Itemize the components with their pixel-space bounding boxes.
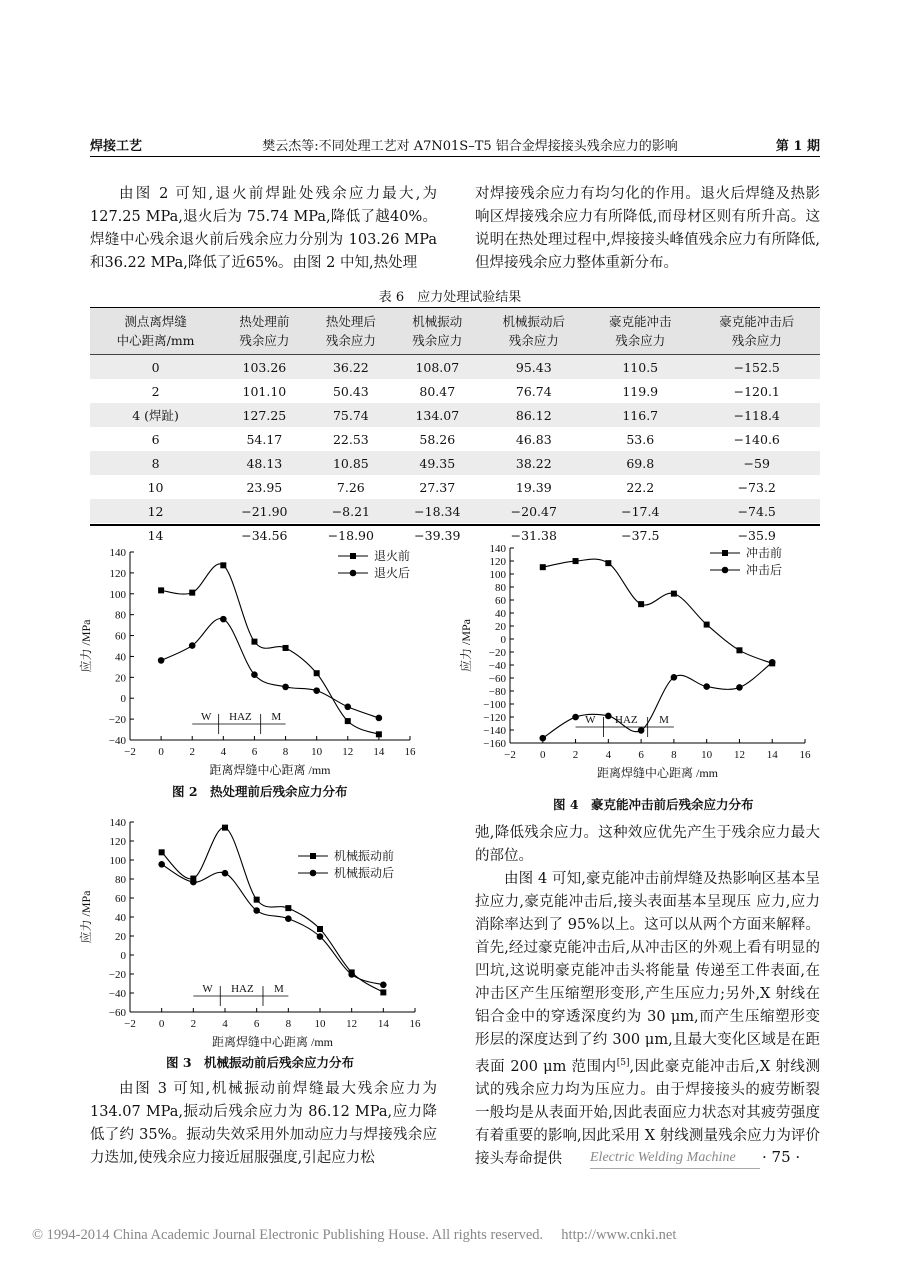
table-cell: −35.9	[737, 527, 776, 543]
data-point-circle	[605, 713, 612, 720]
figure-4-caption: 图 4 豪克能冲击前后残余应力分布	[553, 797, 754, 812]
table-cell: 10	[147, 479, 164, 495]
table-cell: 50.43	[332, 383, 369, 399]
table-row	[90, 427, 820, 451]
y-tick-label: −100	[483, 699, 506, 711]
y-tick-label: 80	[115, 609, 126, 622]
table-cell: −34.56	[241, 527, 288, 543]
y-tick-label: −20	[488, 647, 506, 659]
zone-label-m: M	[659, 714, 669, 726]
y-tick-label: 60	[495, 595, 506, 607]
x-tick-label: 2	[190, 1018, 197, 1030]
table-header-line: 机械振动	[412, 314, 463, 329]
x-tick-label: −2	[504, 749, 516, 761]
table-cell: 76.74	[515, 383, 552, 399]
y-tick-label: 120	[109, 836, 126, 848]
y-tick-label: 0	[120, 950, 126, 962]
legend-label: 退火前	[374, 549, 411, 563]
figure-2-chart	[80, 538, 430, 778]
data-point-circle	[285, 915, 292, 922]
table-cell: 53.6	[626, 431, 655, 447]
x-tick-label: 8	[285, 1018, 292, 1030]
zone-label-w: W	[202, 983, 213, 995]
x-tick-label: 8	[671, 749, 677, 761]
table-header-line: 中心距离/mm	[116, 333, 195, 348]
y-tick-label: −60	[108, 1007, 126, 1019]
y-tick-label: 40	[115, 912, 126, 924]
zone-label-m: M	[273, 983, 284, 995]
y-axis-label: 应力 /MPa	[459, 618, 473, 673]
y-tick-label: −120	[483, 712, 506, 724]
paragraph-fig4-text-a: 由图 4 可知,豪克能冲击前焊缝及热影响区基本呈拉应力,豪克能冲击后,接头表面基本呈现压 应力,应力消除率达到了 95%以上。这可以从两个方面来解释。首先,经过豪克能冲击后,从冲击区的外观上看有明显的凹坑,这说明豪克能冲击头将能量 传递至工件表面,在冲击区产生压缩塑形变形,产生压应力;另外,X 射线在铝合金中的穿透深度约为 30 μm,而产生压缩塑形变形层的深度达到了约 300 μm,且最大变化区域是在距表面 200 μm 范围内	[475, 871, 820, 1075]
data-point-circle	[189, 642, 196, 649]
table-caption: 表 6 应力处理试验结果	[378, 290, 522, 305]
data-point-circle	[222, 870, 229, 877]
x-tick-label: 0	[158, 1018, 165, 1030]
table-header-cell	[481, 308, 587, 355]
y-tick-label: −40	[108, 988, 126, 1000]
x-tick-label: 16	[409, 1018, 421, 1030]
table-header-cell	[90, 308, 221, 355]
x-axis-label: 距离焊缝中心距离 /mm	[596, 766, 719, 780]
table-cell: 103.26	[221, 355, 307, 380]
y-tick-label: −140	[483, 725, 506, 737]
table-cell: 10.85	[308, 451, 394, 475]
data-point-square	[638, 601, 644, 607]
data-point-circle	[572, 714, 579, 721]
y-tick-label: 140	[109, 817, 126, 829]
data-point-square	[573, 558, 579, 564]
table-header-cell	[394, 308, 480, 355]
data-point-square	[376, 731, 382, 737]
zone-label-w: W	[201, 711, 212, 723]
data-point-square	[189, 590, 195, 596]
data-point-square	[317, 926, 323, 932]
table-cell: −31.38	[510, 527, 557, 543]
data-point-circle	[253, 907, 260, 914]
y-tick-label: −80	[488, 686, 506, 698]
table-cell: 38.22	[481, 451, 587, 475]
table-header-cell	[221, 308, 307, 355]
table-row	[90, 403, 820, 427]
figure-3-caption: 图 3 机械振动前后残余应力分布	[166, 1055, 355, 1070]
legend-label: 冲击后	[746, 563, 783, 577]
running-header-issue: 第 1 期	[775, 139, 820, 154]
data-point-square	[251, 639, 257, 645]
table-header-line: 热处理前	[239, 314, 290, 329]
y-tick-label: 60	[115, 630, 126, 643]
x-tick-label: −2	[124, 746, 136, 758]
data-point-square	[220, 562, 226, 568]
y-tick-label: 40	[495, 608, 506, 620]
table-header-row	[90, 308, 820, 355]
data-point-square	[283, 645, 289, 651]
table-cell: −18.90	[327, 527, 374, 543]
figure-4-chart	[459, 535, 825, 790]
y-tick-label: −40	[488, 660, 506, 672]
x-tick-label: 4	[220, 746, 227, 758]
data-point-circle	[380, 982, 387, 989]
x-tick-label: 10	[701, 749, 713, 761]
paragraph-heat-treatment: 对焊接残余应力有均匀化的作用。退火后焊缝及热影响区焊接残余应力有所降低,而母材区则有所升高。这说明在热处理过程中,焊接接头峰值残余应力有所降低,但焊接残余应力整体重新分布。	[475, 186, 820, 271]
y-tick-label: −40	[108, 735, 126, 747]
footer-rule	[590, 1168, 760, 1169]
paragraph-stress-relaxation: 弛,降低残余应力。这种效应优先产生于残余应力最大的部位。	[475, 825, 820, 864]
table-cell: −39.39	[414, 527, 461, 543]
y-axis-label: 应力 /MPa	[79, 890, 93, 944]
data-point-circle	[317, 933, 324, 940]
data-point-square	[380, 989, 386, 995]
data-point-circle	[376, 715, 383, 722]
table-cell: 95.43	[481, 355, 587, 380]
table-header-line: 热处理后	[325, 314, 376, 329]
table-cell: 4 (焊趾)	[90, 403, 221, 427]
table-cell: 27.37	[419, 479, 456, 495]
figure-3-chart	[80, 812, 435, 1047]
table-cell: −118.4	[693, 403, 820, 427]
table-cell: −120.1	[733, 383, 780, 399]
data-point-square	[540, 564, 546, 570]
data-point-circle	[348, 971, 355, 978]
paragraph-fig2-analysis: 由图 2 可知,退火前焊趾处残余应力最大,为 127.25 MPa,退火后为 75.74 MPa,降低了越40%。焊缝中心残余退火前后残余应力分别为 103.26 MPa 和36.22 MPa,降低了近65%。由图 2 中知,热处理	[90, 186, 437, 271]
data-point-circle	[671, 674, 678, 681]
x-tick-label: 16	[404, 746, 416, 758]
table-header-line: 豪克能冲击后	[719, 314, 795, 329]
table-row	[90, 499, 820, 523]
y-tick-label: 20	[115, 672, 126, 685]
x-tick-label: 12	[342, 746, 354, 758]
legend-marker	[310, 870, 317, 877]
data-point-circle	[539, 735, 546, 742]
table-cell: 22.2	[626, 479, 655, 495]
x-tick-label: 14	[377, 1018, 389, 1030]
zone-label-haz: HAZ	[231, 983, 254, 995]
table-header-cell	[587, 308, 693, 355]
x-tick-label: 6	[638, 749, 644, 761]
legend-marker	[350, 553, 356, 559]
table-header-line: 残余应力	[239, 333, 290, 348]
data-point-square	[671, 591, 677, 597]
data-point-square	[345, 718, 351, 724]
legend-label: 冲击前	[746, 546, 783, 560]
journal-brand: Electric Welding Machine	[590, 1150, 736, 1165]
data-point-square	[704, 622, 710, 628]
table-cell: −59	[693, 451, 820, 475]
data-point-square	[736, 647, 742, 653]
y-axis-label: 应力 /MPa	[79, 619, 93, 673]
table-header-line: 残余应力	[412, 333, 463, 348]
y-tick-label: 40	[115, 651, 126, 664]
x-tick-label: 2	[572, 749, 579, 761]
table-cell: −18.34	[394, 499, 480, 523]
table-cell: 7.26	[336, 479, 365, 495]
table-header-line: 残余应力	[615, 333, 666, 348]
table-row	[90, 451, 820, 475]
data-point-circle	[703, 683, 710, 690]
x-tick-label: 4	[222, 1018, 228, 1030]
y-tick-label: 120	[109, 567, 126, 580]
y-tick-label: 100	[489, 569, 506, 581]
table-cell: 23.95	[246, 479, 283, 495]
citation-ref: [5]	[616, 1058, 630, 1068]
table-row	[90, 475, 820, 499]
zone-label-w: W	[585, 714, 596, 726]
table-header-line: 残余应力	[325, 333, 376, 348]
table-header-cell	[308, 308, 394, 355]
table-header-line: 测点离焊缝	[124, 314, 187, 329]
data-point-circle	[344, 703, 351, 710]
zone-label-m: M	[271, 711, 282, 723]
x-tick-label: 6	[253, 1018, 260, 1030]
results-table	[90, 308, 820, 547]
x-tick-label: 14	[373, 746, 385, 758]
table-cell: 12	[90, 499, 221, 523]
data-point-circle	[736, 684, 743, 691]
x-tick-label: 14	[766, 749, 778, 761]
table-cell: 101.10	[242, 383, 287, 399]
data-point-square	[254, 897, 260, 903]
x-tick-label: 2	[189, 746, 195, 758]
table-cell: 116.7	[587, 403, 693, 427]
table-cell: 0	[90, 355, 221, 380]
table-cell: 46.83	[515, 431, 552, 447]
data-point-circle	[190, 879, 197, 886]
x-tick-label: −2	[124, 1018, 136, 1030]
table-cell: 6	[151, 431, 160, 447]
data-point-circle	[638, 727, 645, 734]
data-point-circle	[313, 687, 320, 694]
table-cell: −20.47	[481, 499, 587, 523]
table-cell: 8	[90, 451, 221, 475]
table-cell: 19.39	[515, 479, 552, 495]
data-point-circle	[282, 684, 289, 691]
x-tick-label: 0	[158, 746, 164, 758]
table-cell: 80.47	[419, 383, 456, 399]
table-cell: 36.22	[308, 355, 394, 380]
x-tick-label: 16	[799, 749, 811, 761]
data-point-square	[605, 560, 611, 566]
data-point-circle	[769, 659, 776, 666]
page-number: · 75 ·	[762, 1148, 801, 1166]
figure-2-caption: 图 2 热处理前后残余应力分布	[172, 784, 348, 799]
data-point-circle	[220, 616, 227, 623]
legend-label: 退火后	[374, 566, 411, 580]
y-tick-label: 80	[495, 582, 506, 594]
table-header-line: 机械振动后	[502, 314, 566, 329]
table-cell: 119.9	[622, 383, 659, 399]
x-tick-label: 8	[282, 746, 289, 758]
data-point-square	[158, 587, 164, 593]
table-header-line: 残余应力	[731, 333, 782, 348]
table-cell: −152.5	[693, 355, 820, 380]
table-cell: −37.5	[621, 527, 660, 543]
y-tick-label: 100	[109, 588, 126, 601]
x-tick-label: 4	[605, 749, 612, 761]
table-cell: 49.35	[394, 451, 480, 475]
table-cell: 58.26	[419, 431, 456, 447]
y-tick-label: 0	[500, 634, 506, 646]
y-tick-label: 20	[495, 621, 506, 633]
table-cell: 22.53	[332, 431, 369, 447]
x-tick-label: 12	[346, 1018, 358, 1030]
legend-label: 机械振动前	[334, 849, 395, 863]
table-header-line: 残余应力	[508, 333, 559, 348]
legend-label: 机械振动后	[334, 866, 395, 880]
table-cell: 86.12	[481, 403, 587, 427]
x-axis-label: 距离焊缝中心距离 /mm	[211, 1035, 334, 1049]
data-point-square	[222, 825, 228, 831]
x-tick-label: 12	[733, 749, 745, 761]
table-cell: 127.25	[221, 403, 307, 427]
table-header-line: 豪克能冲击	[608, 314, 672, 329]
data-point-square	[159, 849, 165, 855]
table-cell: −140.6	[733, 431, 780, 447]
table-cell: 108.07	[394, 355, 480, 380]
table-cell: 69.8	[587, 451, 693, 475]
table-cell: 48.13	[221, 451, 307, 475]
y-tick-label: 100	[109, 855, 126, 867]
copyright-notice: © 1994-2014 China Academic Journal Electronic Publishing House. All rights reserved. http://www.cnki.net	[32, 1227, 677, 1243]
x-tick-label: 10	[314, 1018, 326, 1030]
legend-marker	[722, 550, 728, 556]
table-row	[90, 379, 820, 403]
table-cell: 75.74	[308, 403, 394, 427]
table-cell: 54.17	[246, 431, 283, 447]
legend-marker	[722, 567, 729, 574]
y-tick-label: 0	[120, 693, 126, 706]
paragraph-fig4-analysis	[475, 868, 820, 1171]
x-axis-label: 距离焊缝中心距离 /mm	[209, 763, 331, 777]
table-cell: −74.5	[693, 499, 820, 523]
y-tick-label: 140	[109, 547, 126, 559]
legend-marker	[350, 570, 357, 577]
table-cell: −8.21	[308, 499, 394, 523]
data-point-circle	[251, 671, 258, 678]
table-cell: −73.2	[737, 479, 776, 495]
table-cell: 134.07	[394, 403, 480, 427]
series-line	[161, 618, 379, 717]
x-tick-label: 10	[311, 746, 323, 758]
table-cell: −21.90	[221, 499, 307, 523]
table-cell: 2	[151, 383, 160, 399]
zone-label-haz: HAZ	[615, 714, 638, 726]
y-tick-label: 140	[489, 543, 506, 555]
table-cell: −17.4	[587, 499, 693, 523]
data-point-square	[314, 670, 320, 676]
paragraph-fig3-analysis: 由图 3 可知,机械振动前焊缝最大残余应力为 134.07 MPa,振动后残余应力为 86.12 MPa,应力降低了约 35%。振动失效采用外加动应力与焊接残余应力迭加,使残余应力接近屈服强度,引起应力松	[90, 1081, 437, 1166]
table-row	[90, 355, 820, 380]
y-tick-label: 80	[115, 874, 126, 886]
y-tick-label: −160	[483, 738, 506, 750]
data-point-circle	[158, 861, 165, 868]
table-cell: 14	[147, 527, 164, 543]
paragraph-fig4-text-b: ,因此豪克能冲击后,X 射线测试的残余应力均为压应力。由于焊接接头的疲劳断裂一般均是从表面开始,因此表面应力状态对其疲劳强度有着重要的影响,因此采用 X 射线测量残余应力为评价接头寿命提供	[475, 1058, 820, 1167]
table-bottom-rule	[90, 524, 820, 526]
legend-marker	[310, 853, 316, 859]
y-tick-label: −20	[108, 714, 126, 727]
y-tick-label: 120	[489, 556, 506, 568]
x-tick-label: 0	[540, 749, 546, 761]
table-body	[90, 355, 820, 548]
y-tick-label: −60	[488, 673, 506, 685]
header-rule	[90, 156, 820, 157]
table-header-cell	[693, 308, 820, 355]
y-tick-label: 20	[115, 931, 126, 943]
table-cell: 110.5	[587, 355, 693, 380]
running-header-section: 焊接工艺	[90, 139, 143, 154]
x-tick-label: 6	[251, 746, 258, 758]
data-point-square	[285, 905, 291, 911]
data-point-circle	[158, 657, 165, 664]
running-header-title: 樊云杰等:不同处理工艺对 A7N01S–T5 铝合金焊接接头残余应力的影响	[262, 139, 678, 154]
y-tick-label: −20	[108, 969, 126, 981]
y-tick-label: 60	[115, 893, 126, 905]
zone-label-haz: HAZ	[229, 711, 252, 723]
